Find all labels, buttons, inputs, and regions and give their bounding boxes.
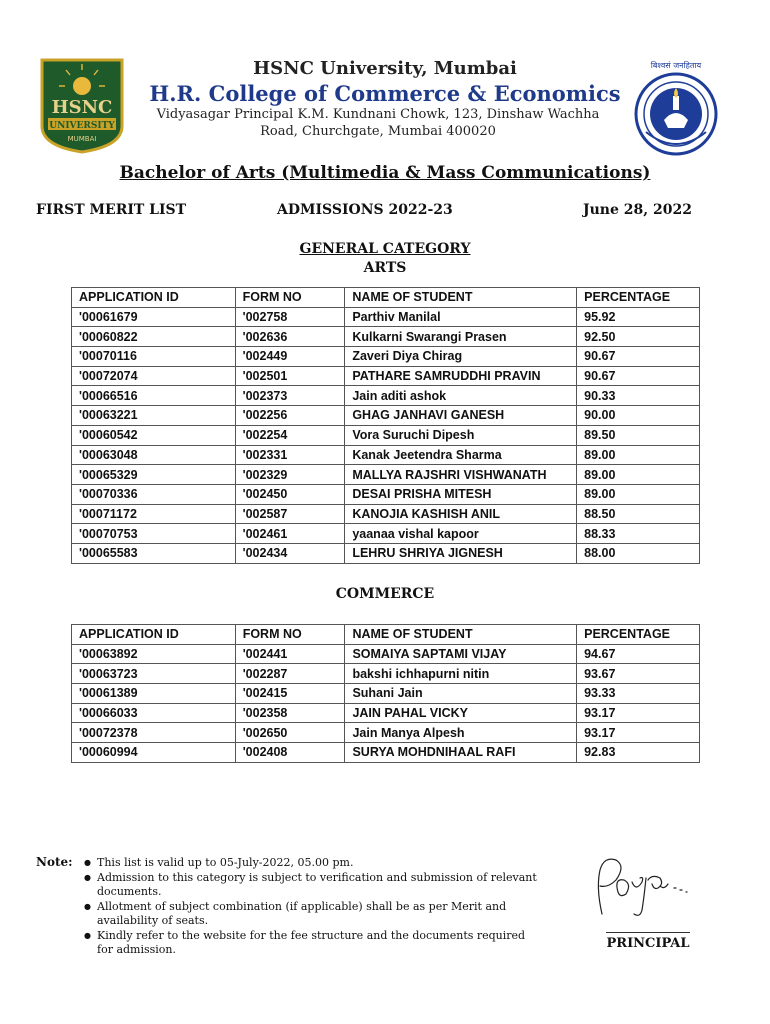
cell-form-no: '002449 (235, 347, 345, 367)
table-row (72, 644, 700, 664)
cell-application-id: '00070336 (72, 484, 236, 504)
cell-form-no: '002434 (235, 543, 345, 563)
note-item: ● Allotment of subject combination (if applicable) shall be as per Merit and availability of seats. (84, 900, 544, 929)
commerce-merit-table (71, 624, 700, 763)
table-row (72, 347, 700, 367)
cell-student-name: Vora Suruchi Dipesh (345, 425, 577, 445)
cell-student-name: SURYA MOHDNIHAAL RAFI (345, 743, 577, 763)
note-item: ● Kindly refer to the website for the fee structure and the documents required for admission. (84, 929, 544, 958)
cell-application-id: '00063221 (72, 406, 236, 426)
cell-application-id: '00061389 (72, 684, 236, 704)
cell-form-no: '002415 (235, 684, 345, 704)
cell-student-name: DESAI PRISHA MITESH (345, 484, 577, 504)
table-row (72, 386, 700, 406)
column-header-percentage: PERCENTAGE (577, 288, 700, 308)
list-date: June 28, 2022 (583, 202, 692, 218)
cell-form-no: '002329 (235, 465, 345, 485)
column-header-name: NAME OF STUDENT (345, 625, 577, 645)
cell-student-name: LEHRU SHRIYA JIGNESH (345, 543, 577, 563)
cell-percentage: 94.67 (577, 644, 700, 664)
cell-form-no: '002636 (235, 327, 345, 347)
cell-student-name: bakshi ichhapurni nitin (345, 664, 577, 684)
table-row (72, 524, 700, 544)
table-row (72, 723, 700, 743)
cell-student-name: MALLYA RAJSHRI VISHWANATH (345, 465, 577, 485)
table-row (72, 327, 700, 347)
column-header-form-no: FORM NO (235, 625, 345, 645)
cell-form-no: '002587 (235, 504, 345, 524)
note-item: ● This list is valid up to 05-July-2022, 05.00 pm. (84, 856, 544, 871)
cell-student-name: Suhani Jain (345, 684, 577, 704)
cell-percentage: 90.00 (577, 406, 700, 426)
column-header-application-id: APPLICATION ID (72, 625, 236, 645)
cell-application-id: '00060822 (72, 327, 236, 347)
cell-application-id: '00070753 (72, 524, 236, 544)
cell-percentage: 92.50 (577, 327, 700, 347)
principal-signature (588, 848, 698, 923)
cell-form-no: '002331 (235, 445, 345, 465)
cell-percentage: 89.00 (577, 445, 700, 465)
cell-student-name: JAIN PAHAL VICKY (345, 703, 577, 723)
cell-form-no: '002287 (235, 664, 345, 684)
cell-percentage: 93.17 (577, 703, 700, 723)
admissions-year: ADMISSIONS 2022-23 (277, 202, 453, 218)
table-row (72, 484, 700, 504)
table-row (72, 465, 700, 485)
cell-application-id: '00065329 (72, 465, 236, 485)
university-name: HSNC University, Mumbai (253, 58, 517, 79)
cell-percentage: 95.92 (577, 307, 700, 327)
arts-merit-table (71, 287, 700, 564)
note-item: ● Admission to this category is subject to verification and submission of relevant documents. (84, 871, 544, 900)
cell-percentage: 89.00 (577, 465, 700, 485)
cell-student-name: Kanak Jeetendra Sharma (345, 445, 577, 465)
cell-form-no: '002254 (235, 425, 345, 445)
table-row (72, 406, 700, 426)
cell-percentage: 90.67 (577, 366, 700, 386)
cell-percentage: 89.50 (577, 425, 700, 445)
cell-application-id: '00063892 (72, 644, 236, 664)
cell-percentage: 93.17 (577, 723, 700, 743)
cell-form-no: '002441 (235, 644, 345, 664)
cell-application-id: '00060542 (72, 425, 236, 445)
cell-percentage: 90.67 (577, 347, 700, 367)
college-seal-logo (624, 58, 728, 156)
table-row (72, 307, 700, 327)
cell-application-id: '00071172 (72, 504, 236, 524)
cell-student-name: SOMAIYA SAPTAMI VIJAY (345, 644, 577, 664)
cell-percentage: 92.83 (577, 743, 700, 763)
cell-percentage: 88.50 (577, 504, 700, 524)
section-title-commerce: COMMERCE (335, 586, 435, 602)
cell-student-name: PATHARE SAMRUDDHI PRAVIN (345, 366, 577, 386)
cell-student-name: Jain Manya Alpesh (345, 723, 577, 743)
cell-percentage: 88.00 (577, 543, 700, 563)
column-header-application-id: APPLICATION ID (72, 288, 236, 308)
note-label: Note: (36, 855, 73, 869)
table-header-row (72, 625, 700, 645)
cell-form-no: '002758 (235, 307, 345, 327)
cell-application-id: '00061679 (72, 307, 236, 327)
cell-form-no: '002501 (235, 366, 345, 386)
seal-motto-text: बिश्वसं जनहिताय (650, 61, 702, 70)
table-row (72, 425, 700, 445)
arts-table-body (72, 288, 700, 564)
course-title: Bachelor of Arts (Multimedia & Mass Communications) (119, 163, 651, 183)
table-header-row (72, 288, 700, 308)
college-address (148, 106, 608, 140)
cell-application-id: '00066516 (72, 386, 236, 406)
cell-application-id: '00066033 (72, 703, 236, 723)
cell-form-no: '002358 (235, 703, 345, 723)
cell-application-id: '00063723 (72, 664, 236, 684)
table-row (72, 366, 700, 386)
cell-student-name: GHAG JANHAVI GANESH (345, 406, 577, 426)
table-row (72, 543, 700, 563)
college-name: H.R. College of Commerce & Economics (149, 81, 621, 106)
column-header-form-no: FORM NO (235, 288, 345, 308)
cell-application-id: '00072378 (72, 723, 236, 743)
column-header-name: NAME OF STUDENT (345, 288, 577, 308)
table-row (72, 445, 700, 465)
cell-form-no: '002461 (235, 524, 345, 544)
principal-title: PRINCIPAL (606, 936, 690, 951)
table-row (72, 703, 700, 723)
address-line-2: Road, Churchgate, Mumbai 400020 (260, 124, 496, 139)
logo-university-text: UNIVERSITY (49, 121, 115, 131)
cell-student-name: Kulkarni Swarangi Prasen (345, 327, 577, 347)
cell-form-no: '002408 (235, 743, 345, 763)
cell-form-no: '002650 (235, 723, 345, 743)
cell-application-id: '00063048 (72, 445, 236, 465)
cell-student-name: yaanaa vishal kapoor (345, 524, 577, 544)
address-line-1: Vidyasagar Principal K.M. Kundnani Chowk, 123, Dinshaw Wachha (156, 107, 600, 122)
cell-percentage: 89.00 (577, 484, 700, 504)
merit-list-name: FIRST MERIT LIST (36, 202, 187, 218)
table-row (72, 743, 700, 763)
notes-list (84, 856, 544, 958)
commerce-table-body (72, 625, 700, 763)
cell-student-name: Jain aditi ashok (345, 386, 577, 406)
logo-mumbai-text: MUMBAI (67, 135, 97, 143)
cell-application-id: '00060994 (72, 743, 236, 763)
cell-application-id: '00065583 (72, 543, 236, 563)
cell-percentage: 90.33 (577, 386, 700, 406)
table-row (72, 684, 700, 704)
cell-student-name: Zaveri Diya Chirag (345, 347, 577, 367)
column-header-percentage: PERCENTAGE (577, 625, 700, 645)
cell-percentage: 93.33 (577, 684, 700, 704)
cell-percentage: 88.33 (577, 524, 700, 544)
cell-form-no: '002450 (235, 484, 345, 504)
table-row (72, 504, 700, 524)
cell-student-name: Parthiv Manilal (345, 307, 577, 327)
table-row (72, 664, 700, 684)
logo-hsnc-text: HSNC (51, 97, 113, 118)
cell-student-name: KANOJIA KASHISH ANIL (345, 504, 577, 524)
signature-line (606, 932, 690, 933)
cell-application-id: '00072074 (72, 366, 236, 386)
section-title-arts: ARTS (363, 260, 407, 276)
cell-percentage: 93.67 (577, 664, 700, 684)
cell-form-no: '002373 (235, 386, 345, 406)
category-title: GENERAL CATEGORY (299, 241, 471, 257)
cell-form-no: '002256 (235, 406, 345, 426)
cell-application-id: '00070116 (72, 347, 236, 367)
